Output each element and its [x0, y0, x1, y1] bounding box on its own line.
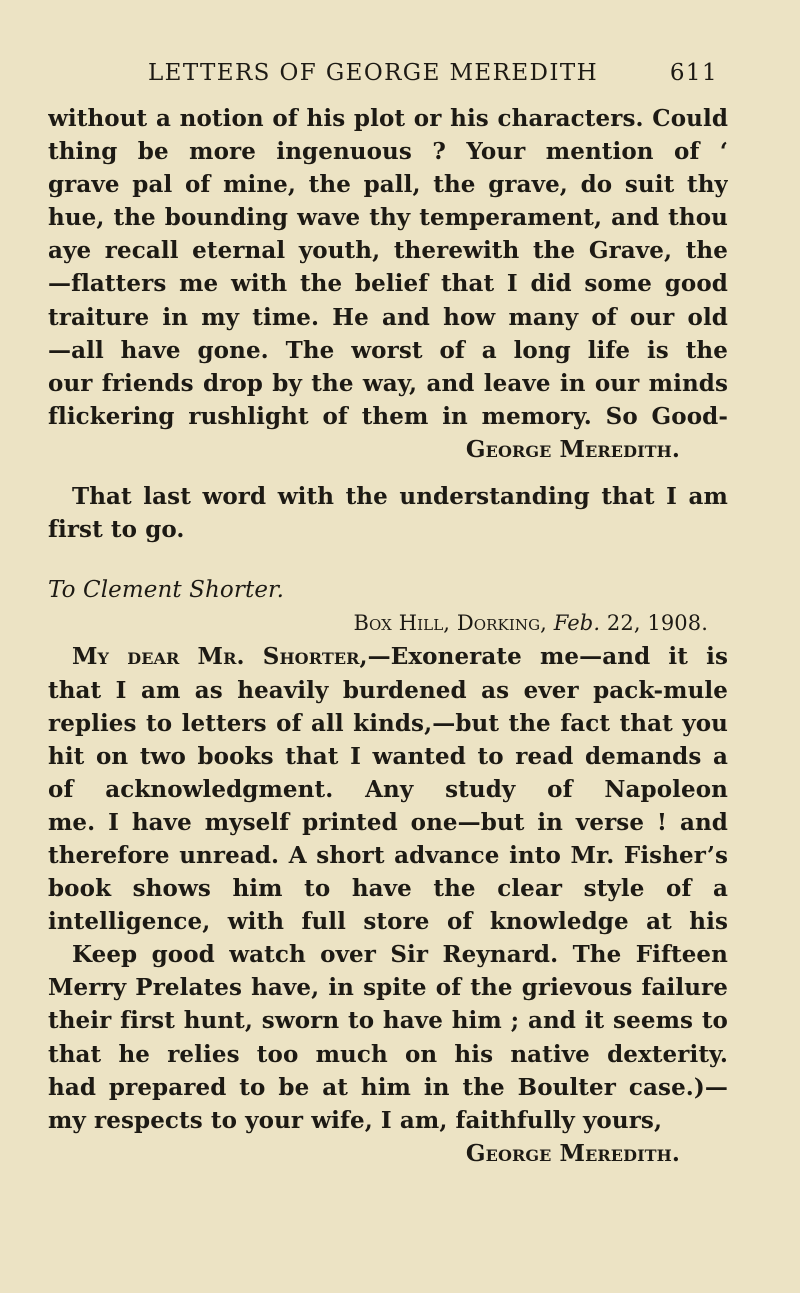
text-line: flickering rushlight of them in memory. So Good- [48, 402, 728, 430]
text-line: —flatters me with the belief that I did some good [48, 270, 728, 298]
signature: George Meredith. [465, 1139, 680, 1167]
text-line: book shows him to have the clear style of a [48, 875, 728, 903]
running-head [148, 60, 718, 90]
text-line: replies to letters of all kinds,—but the fact that you [48, 709, 728, 737]
text-line: grave pal of mine, the pall, the grave, do suit thy [48, 171, 728, 199]
text-line: our friends drop by the way, and leave in our minds [48, 369, 728, 397]
text-line [48, 640, 728, 673]
text-line: without a notion of his plot or his characters. Could [48, 105, 728, 132]
text-line: that he relies too much on his native dexterity. [48, 1040, 728, 1068]
text-line: their first hunt, sworn to have him ; and it seems to [48, 1007, 728, 1035]
page-number: 611 [669, 60, 718, 86]
signature: George Meredith. [465, 435, 680, 463]
text-line: me. I have myself printed one—but in verse ! and [48, 808, 728, 836]
text-line: aye recall eternal youth, therewith the Grave, the [48, 237, 728, 265]
text-line: had prepared to be at him in the Boulter case.)— [48, 1073, 728, 1101]
dateline-date: 22, 1908. [606, 611, 708, 636]
text-line: first to go. [48, 516, 185, 544]
text-line: —all have gone. The worst of a long life is the [48, 336, 728, 364]
text-line: Keep good watch over Sir Reynard. The Fifteen [72, 941, 728, 969]
text-line: hue, the bounding wave thy temperament, and thou [48, 204, 728, 232]
text-line: Merry Prelates have, in spite of the grievous failure [48, 974, 728, 1002]
dateline [48, 607, 728, 640]
dateline-month: Feb. [553, 611, 601, 636]
running-title: LETTERS OF GEORGE MEREDITH [148, 60, 599, 86]
dateline-place: Box Hill, Dorking, [353, 611, 547, 636]
body-text [48, 102, 728, 1170]
text-line: of acknowledgment. Any study of Napoleon [48, 775, 728, 803]
text-line: hit on two books that I wanted to read demands a [48, 742, 728, 770]
text-line: intelligence, with full store of knowledge at his [48, 908, 728, 936]
recipient-heading: To Clement Shorter. [48, 577, 285, 604]
text-segment: —Exonerate me—and it is [367, 643, 728, 671]
text-line: my respects to your wife, I am, faithfully yours, [48, 1106, 663, 1134]
salutation: My dear Mr. Shorter, [72, 643, 368, 671]
text-line: That last word with the understanding that I am [72, 483, 728, 511]
text-line: thing be more ingenuous ? Your mention of ‘ [48, 138, 728, 166]
text-line: traiture in my time. He and how many of our old [48, 303, 728, 331]
text-line: therefore unread. A short advance into Mr. Fisher’s [48, 841, 728, 869]
text-line: that I am as heavily burdened as ever pack-mule [48, 676, 728, 704]
